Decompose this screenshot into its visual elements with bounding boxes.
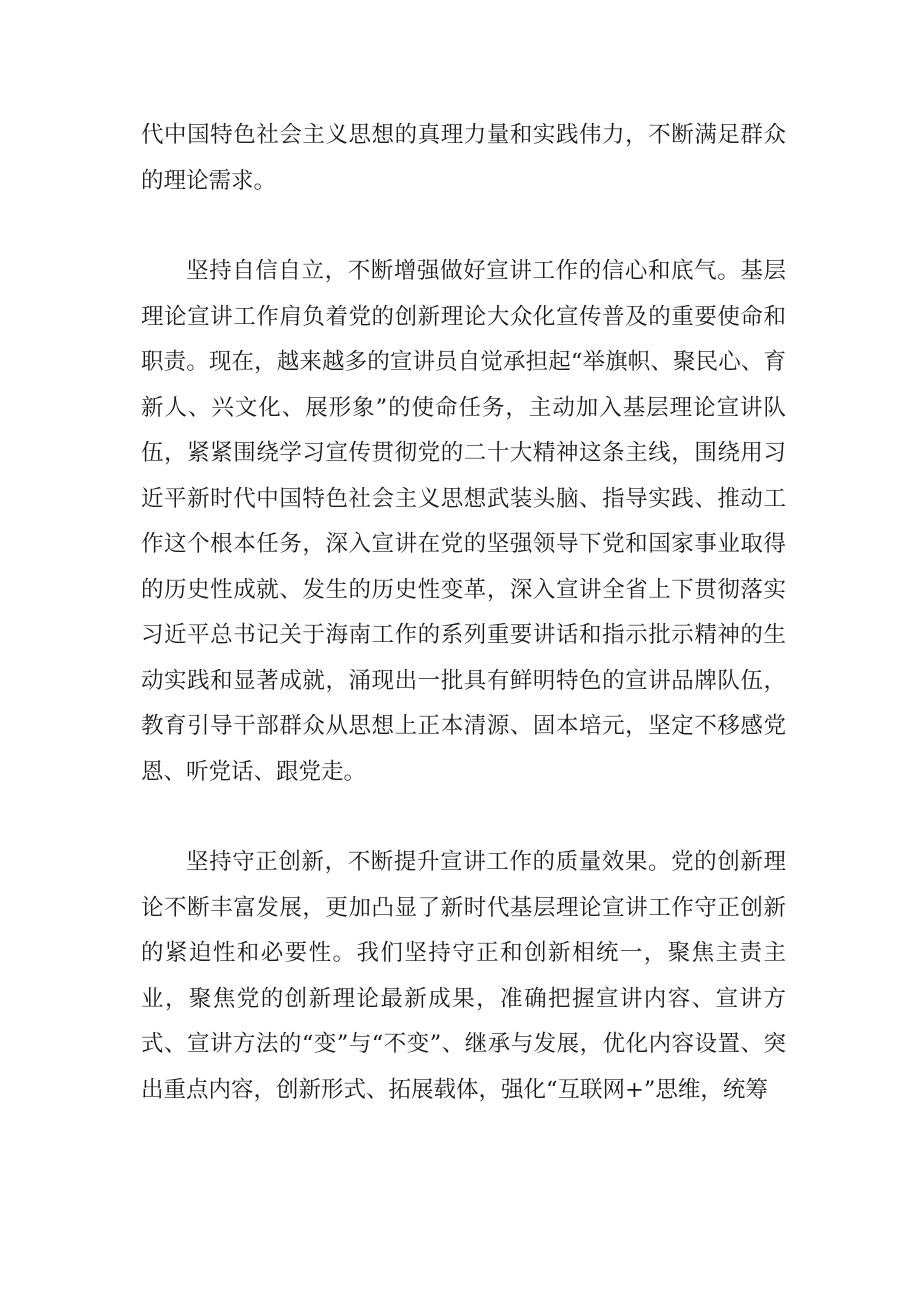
paragraph-self-confidence: 坚持自信自立，不断增强做好宣讲工作的信心和底气。基层理论宣讲工作肩负着党的创新理论大众化宣传普及的重要使命和职责。现在，越来越多的宣讲员自觉承担起“举旗帜、聚民心、育新人、兴文化、展形象”的使命任务，主动加入基层理论宣讲队伍，紧紧围绕学习宣传贯彻党的二十大精神这条主线，围绕用习近平新时代中国特色社会主义思想武装头脑、指导实践、推动工作这个根本任务，深入宣讲在党的坚强领导下党和国家事业取得的历史性成就、发生的历史性变革，深入宣讲全省上下贯彻落实习近平总书记关于海南工作的系列重要讲话和指示批示精神的生动实践和显著成就，涌现出一批具有鲜明特色的宣讲品牌队伍，教育引导干部群众从思想上正本清源、固本培元，坚定不移感党恩、听党话、跟党走。: [141, 258, 786, 785]
document-page: [141, 113, 786, 1113]
paragraph-gap: [141, 204, 786, 249]
paragraph-innovation: 坚持守正创新，不断提升宣讲工作的质量效果。党的创新理论不断丰富发展，更加凸显了新时代基层理论宣讲工作守正创新的紧迫性和必要性。我们坚持守正和创新相统一，聚焦主责主业，聚焦党的创新理论最新成果，准确把握宣讲内容、宣讲方式、宣讲方法的“变”与“不变”、继承与发展，优化内容设置、突出重点内容，创新形式、拓展载体，强化“互联网+”思维，统筹: [141, 849, 786, 1103]
paragraph-continuation: 代中国特色社会主义思想的真理力量和实践伟力，不断满足群众的理论需求。: [141, 122, 786, 194]
paragraph-gap: [141, 795, 786, 840]
